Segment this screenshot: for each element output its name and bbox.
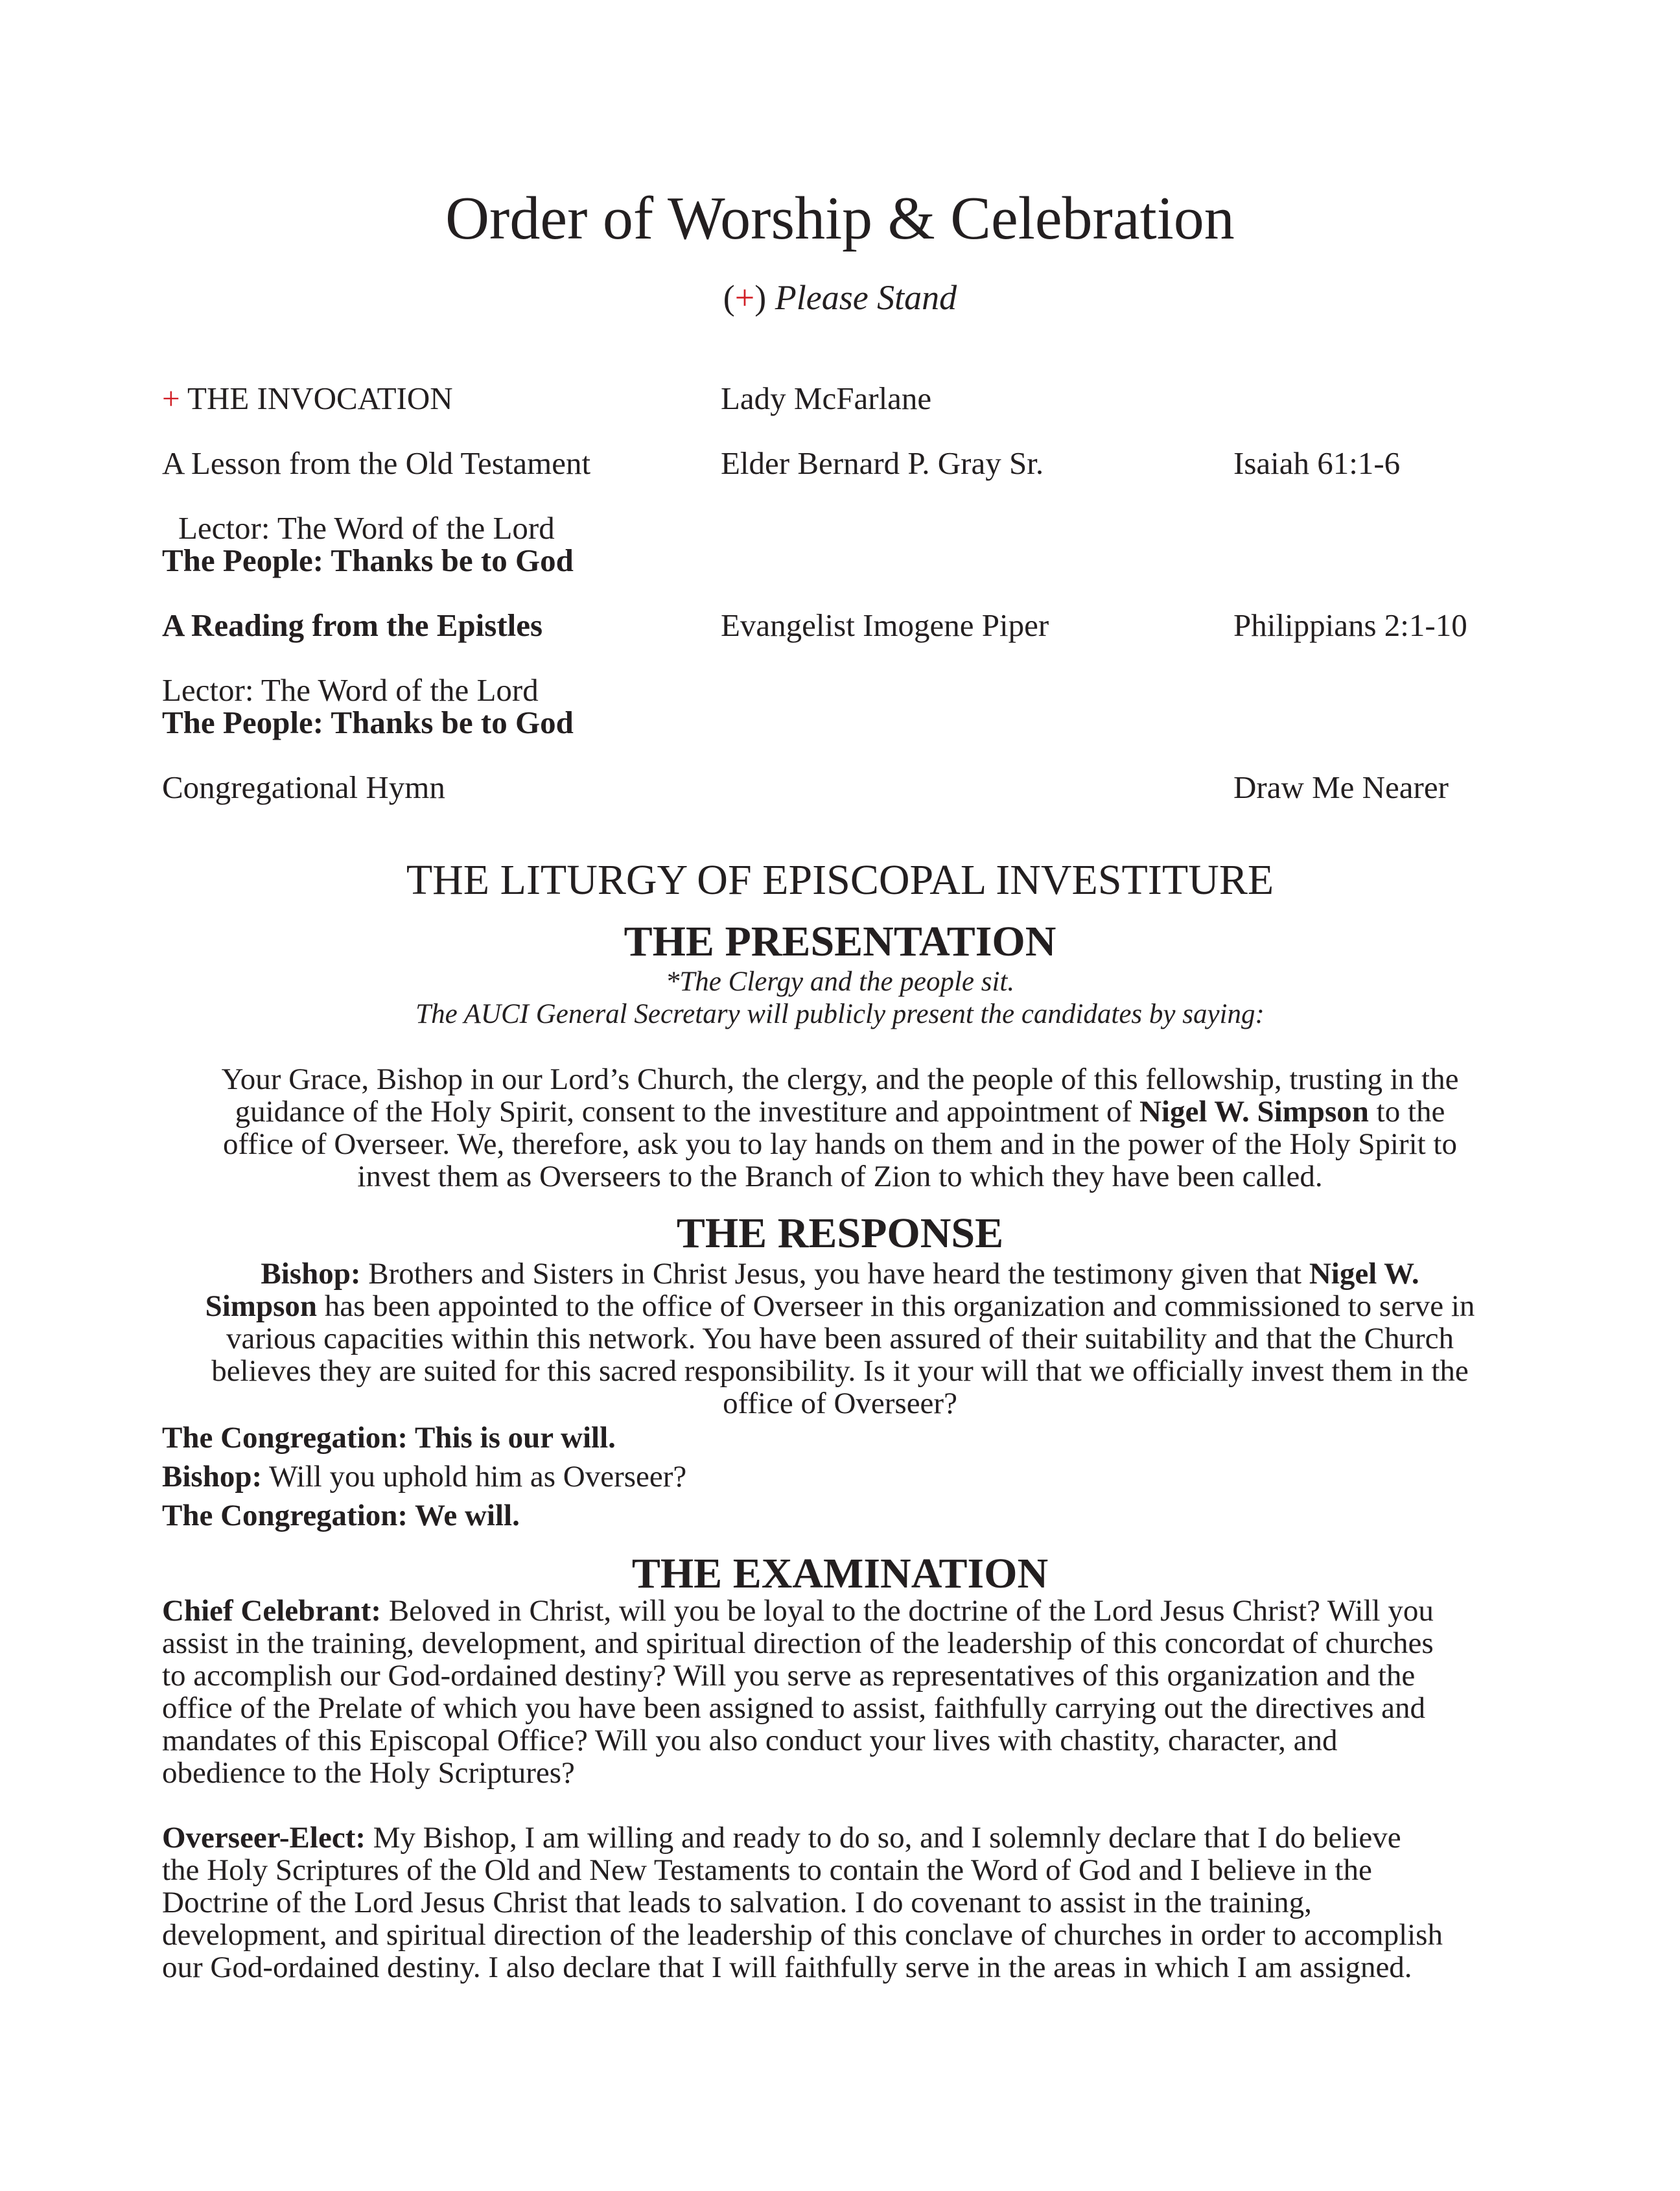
response-line [0, 1290, 1680, 1322]
stand-note-open: ( [723, 278, 735, 317]
congregation-response: The Congregation: This is our will. [162, 1421, 616, 1455]
presentation-line [0, 1096, 1680, 1128]
overseer-elect-line [162, 1822, 1523, 1854]
speaker-label: Bishop: [261, 1257, 361, 1291]
celebrant-line: assist in the training, development, and spiritual direction of the leadership of this concordat of churches [162, 1626, 1434, 1660]
speaker-label: Chief Celebrant: [162, 1594, 382, 1628]
response-line [0, 1258, 1680, 1290]
celebrant-text [162, 1595, 1523, 1789]
plus-symbol: + [162, 381, 180, 416]
response-heading: THE RESPONSE [676, 1210, 1004, 1257]
program-item-label: A Reading from the Epistles [162, 607, 543, 643]
response-line-text: Brothers and Sisters in Christ Jesus, you have heard the testimony given that [368, 1257, 1302, 1291]
overseer-elect-text [162, 1822, 1523, 1984]
presentation-line-text: guidance of the Holy Spirit, consent to the investiture and appointment of [235, 1095, 1132, 1129]
candidate-name: Nigel W. Simpson [1139, 1095, 1369, 1129]
presentation-line: office of Overseer. We, therefore, ask you to lay hands on them and in the power of the Holy Spirit to [222, 1127, 1457, 1161]
bishop-question-text: Will you uphold him as Overseer? [269, 1460, 687, 1494]
bishop-question [162, 1462, 686, 1492]
stand-note-close: ) [754, 278, 767, 317]
overseer-elect-line: Doctrine of the Lord Jesus Christ that leads to salvation. I do covenant to assist in the training, [162, 1886, 1312, 1919]
lector-line: Lector: The Word of the Lord [178, 510, 555, 546]
response-line: office of Overseer? [723, 1387, 957, 1420]
stand-note-text: Please Stand [775, 278, 957, 317]
program-item-person: Evangelist Imogene Piper [721, 607, 1049, 643]
celebrant-line: office of the Prelate of which you have been assigned to assist, faithfully carrying out the directives and [162, 1691, 1426, 1725]
celebrant-line: mandates of this Episcopal Office? Will you also conduct your lives with chastity, character, and [162, 1724, 1338, 1757]
program-item-label: Congregational Hymn [162, 769, 445, 805]
celebrant-line: obedience to the Holy Scriptures? [162, 1756, 575, 1790]
presentation-note: The AUCI General Secretary will publicly present the candidates by saying: [415, 999, 1265, 1029]
presentation-line: invest them as Overseers to the Branch of Zion to which they have been called. [357, 1160, 1323, 1193]
celebrant-line [162, 1595, 1523, 1627]
program-item-person: Lady McFarlane [721, 381, 932, 416]
response-line: believes they are suited for this sacred responsibility. Is it your will that we officially invest them in the [211, 1354, 1469, 1388]
program-item-label: A Lesson from the Old Testament [162, 445, 591, 481]
stand-note [0, 277, 1680, 318]
celebrant-line: to accomplish our God-ordained destiny? Will you serve as representatives of this organization and the [162, 1659, 1416, 1693]
people-response: The People: Thanks be to God [162, 543, 574, 578]
program-item-label: THE INVOCATION [187, 381, 453, 416]
congregation-response: The Congregation: We will. [162, 1499, 520, 1532]
response-line: various capacities within this network. You have been assured of their suitability and that the Church [226, 1322, 1454, 1355]
candidate-name: Simpson [205, 1289, 318, 1323]
overseer-elect-line: our God-ordained destiny. I also declare that I will faithfully serve in the areas in which I am assigned. [162, 1951, 1412, 1984]
overseer-elect-line: the Holy Scriptures of the Old and New Testaments to contain the Word of God and I believe in the [162, 1853, 1372, 1887]
page-title: Order of Worship & Celebration [445, 185, 1235, 252]
program-item-reference: Draw Me Nearer [1233, 769, 1449, 805]
presentation-text [0, 1063, 1680, 1193]
response-line-text: has been appointed to the office of Overseer in this organization and commissioned to serve in [324, 1289, 1475, 1323]
liturgy-title: THE LITURGY OF EPISCOPAL INVESTITURE [406, 856, 1274, 904]
speaker-label: Bishop: [162, 1460, 262, 1494]
program-item-person: Elder Bernard P. Gray Sr. [721, 445, 1044, 481]
celebrant-line-text: Beloved in Christ, will you be loyal to the doctrine of the Lord Jesus Christ? Will you [388, 1594, 1434, 1628]
program-item-reference: Isaiah 61:1-6 [1233, 445, 1401, 481]
presentation-note: *The Clergy and the people sit. [665, 967, 1015, 997]
speaker-label: Overseer-Elect: [162, 1821, 366, 1855]
overseer-elect-line: development, and spiritual direction of the leadership of this conclave of churches in order to accomplish [162, 1918, 1443, 1952]
presentation-line: Your Grace, Bishop in our Lord’s Church, the clergy, and the people of this fellowship, trusting in the [221, 1062, 1459, 1096]
examination-heading: THE EXAMINATION [631, 1550, 1049, 1597]
presentation-line-text: to the [1376, 1095, 1445, 1129]
response-text [0, 1258, 1680, 1420]
candidate-name: Nigel W. [1309, 1257, 1419, 1291]
people-response: The People: Thanks be to God [162, 705, 574, 740]
lector-line: Lector: The Word of the Lord [162, 672, 539, 708]
presentation-heading: THE PRESENTATION [624, 918, 1056, 965]
invocation-item [162, 382, 453, 414]
plus-symbol: + [734, 278, 755, 317]
program-item-reference: Philippians 2:1-10 [1233, 607, 1467, 643]
overseer-elect-line-text: My Bishop, I am willing and ready to do so, and I solemnly declare that I do believe [373, 1821, 1401, 1855]
